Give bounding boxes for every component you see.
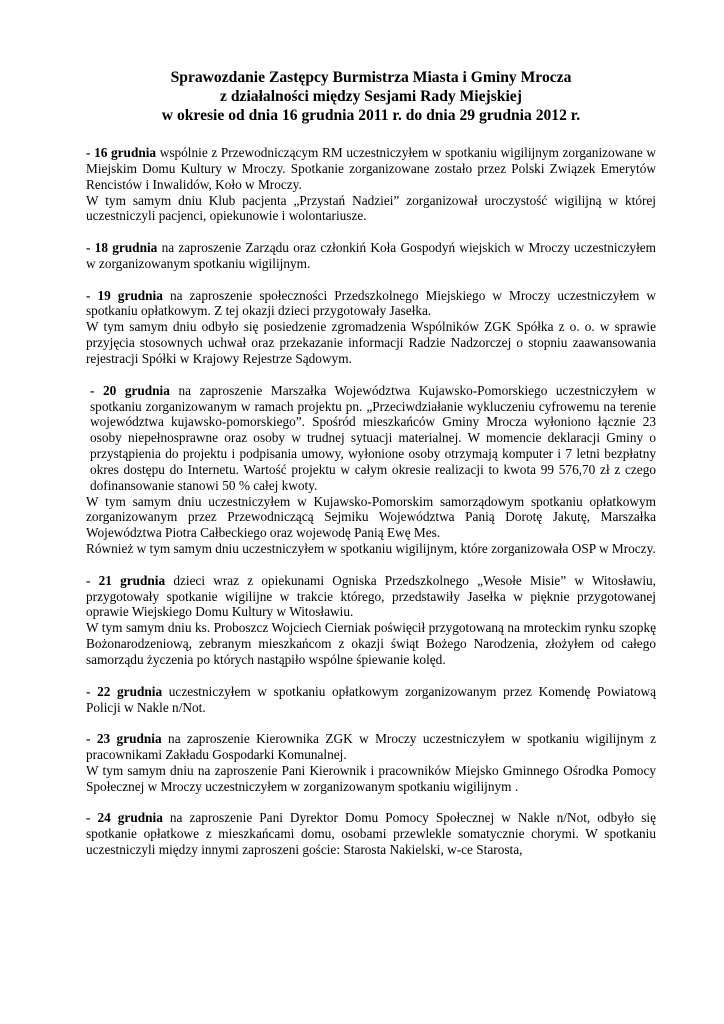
entry-text: na zaproszenie Pani Dyrektor Domu Pomocy Społecznej w Nakle n/Not, odbyło się spotkanie opłatkowe z mieszkańcami domu, osobami przewlekle somatycznie chorymi. W spotkaniu uczestniczyli między innymi zaproszeni goście: Starosta Nakielski, w-ce Starosta, bbox=[86, 810, 657, 858]
entry-text: na zaproszenie Kierownika ZGK w Mroczy uczestniczyłem w spotkaniu wigilijnym z pracownikami Zakładu Gospodarki Komunalnej. bbox=[86, 731, 657, 763]
entry-text: Również w tym samym dniu uczestniczyłem w spotkaniu wigilijnym, które zorganizowała OSP w Mroczy. bbox=[86, 541, 656, 557]
entry-date: - 19 grudnia bbox=[86, 287, 163, 303]
entry-date: - 20 grudnia bbox=[90, 382, 170, 398]
entry-text: dzieci wraz z opiekunami Ogniska Przedszkolnego „Wesołe Misie” w Witosławiu, przygotowały spotkanie wigilijne w trakcie którego, przedstawiły Jasełka w pięknie przygotowanej oprawie Wiejskiego Domu Kultury w Witosławiu. bbox=[86, 572, 656, 620]
entry-24-grudnia bbox=[86, 810, 656, 858]
entry-16-grudnia bbox=[86, 145, 656, 224]
entry-text: W tym samym dniu ks. Proboszcz Wojciech Cierniak poświęcił przygotowaną na mroteckim rynku szopkę Bożonarodzeniową, zebranym mieszkańcom z okazji świąt Bożego Narodzenia, złożyłem od całego samorządu życzenia po których nastąpiło wspólne śpiewanie kolęd. bbox=[86, 620, 656, 667]
title-line-2: z działalności między Sesjami Rady Miejskiej bbox=[220, 88, 522, 105]
title-line-1: Sprawozdanie Zastępcy Burmistrza Miasta i Gminy Mrocza bbox=[170, 69, 572, 86]
entry-text: W tym samym dniu na zaproszenie Pani Kierownik i pracowników Miejsko Gminnego Ośrodka Pomocy Społecznej w Mroczy uczestniczyłem w zorganizowanym spotkaniu wigilijnym . bbox=[86, 762, 656, 794]
entry-date: - 24 grudnia bbox=[86, 810, 163, 826]
entry-date: - 22 grudnia bbox=[86, 683, 163, 699]
entry-23-grudnia bbox=[86, 731, 656, 794]
document-page bbox=[86, 68, 656, 874]
entry-text: wspólnie z Przewodniczącym RM uczestniczyłem w spotkaniu wigilijnym zorganizowane w Miejskim Domu Kultury w Mroczy. Spotkanie zorganizowane zostało przez Polski Związek Emerytów Rencistów i Inwalidów, Koło w Mroczy. bbox=[86, 145, 656, 192]
entry-text: na zaproszenie Marszałka Województwa Kujawsko-Pomorskiego uczestniczyłem w spotkaniu zorganizowanym w ramach projektu pn. „Przeciwdziałanie wykluczeniu cyfrowemu na terenie województwa kujawsko-pomorskiego”. Spośród mieszkańców Gminy Mrocza wyłoniono łącznie 23 osoby niepełnosprawne oraz osoby w trudnej sytuacji materialnej. W momencie deklaracji Gminy o przystąpienia do projektu i podpisania umowy, wyłonione osoby otrzymają komputer i 7 letni bezpłatny okres dostępu do Internetu. Wartość projektu w całym okresie realizacji to kwota 99 576,70 zł z czego dofinansowanie stanowi 50 % całej kwoty. bbox=[90, 382, 657, 493]
entry-19-grudnia bbox=[86, 288, 656, 367]
entry-text: W tym samym dniu Klub pacjenta „Przystań Nadziei” zorganizował uroczystość wigilijną w której uczestniczyli pacjenci, opiekunowie i wolontariusze. bbox=[86, 192, 656, 224]
entry-22-grudnia bbox=[86, 684, 656, 716]
report-title bbox=[86, 68, 656, 125]
entry-text: na zaproszenie społeczności Przedszkolnego Miejskiego w Mroczy uczestniczyłem w spotkaniu opłatkowym. Z tej okazji dzieci przygotowały Jasełka. bbox=[86, 287, 657, 319]
entry-text: W tym samym dniu uczestniczyłem w Kujawsko-Pomorskim samorządowym spotkaniu opłatkowym zorganizowanym przez Przewodniczącą Sejmiku Województwa Panią Dorotę Jakutę, Marszałka Województwa Piotra Całbeckiego oraz wojewodę Panią Ewę Mes. bbox=[86, 493, 656, 541]
entry-text: uczestniczyłem w spotkaniu opłatkowym zorganizowanym przez Komendę Powiatową Policji w Nakle n/Not. bbox=[86, 683, 657, 715]
title-line-3: w okresie od dnia 16 grudnia 2011 r. do dnia 29 grudnia 2012 r. bbox=[161, 107, 581, 124]
entry-date: - 23 grudnia bbox=[86, 731, 162, 747]
entry-text: W tym samym dniu odbyło się posiedzenie zgromadzenia Wspólników ZGK Spółka z o. o. w sprawie przyjęcia stosownych uchwał oraz przekazanie informacji Radzie Nadzorczej o stopniu zaawansowania rejestracji Spółki w Krajowy Rejestrze Sądowym. bbox=[86, 319, 656, 366]
entry-date: - 16 grudnia bbox=[86, 145, 157, 160]
entry-21-grudnia bbox=[86, 573, 656, 668]
entry-text: na zaproszenie Zarządu oraz członkiń Koła Gospodyń wiejskich w Mroczy uczestniczyłem w zorganizowanym spotkaniu wigilijnym. bbox=[86, 240, 657, 271]
entry-20-grudnia bbox=[86, 383, 656, 557]
entry-18-grudnia bbox=[86, 240, 656, 272]
entry-date: - 21 grudnia bbox=[86, 572, 166, 588]
report-entries bbox=[86, 145, 656, 858]
entry-date: - 18 grudnia bbox=[86, 240, 158, 256]
